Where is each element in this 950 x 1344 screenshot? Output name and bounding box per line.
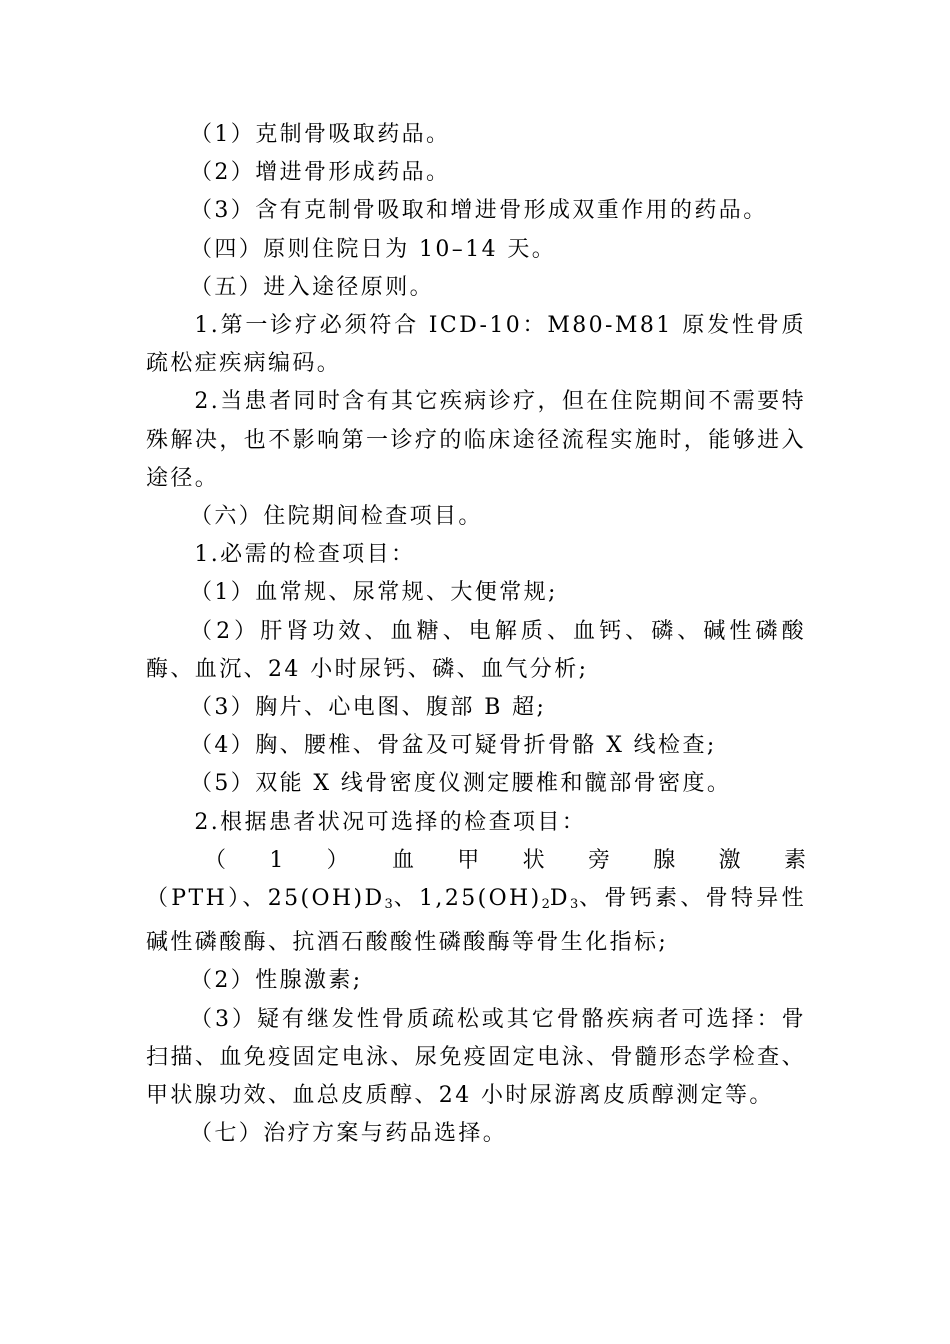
paragraph: （3）胸片、心电图、腹部 B 超; — [190, 695, 547, 721]
paragraph: 2.当患者同时含有其它疾病诊疗，但在住院期间不需要特殊解决，也不影响第一诊疗的临床途径流程实施时，能够进入途径。 — [146, 389, 806, 491]
spread-char: 1 — [269, 847, 284, 873]
pth-heading-spread — [146, 842, 806, 880]
spread-char: 状 — [522, 847, 545, 873]
pth-text: D — [549, 886, 570, 912]
spread-char: 旁 — [587, 847, 610, 873]
spread-char: 甲 — [457, 847, 480, 873]
paragraph: （3）疑有继发性骨质疏松或其它骨骼疾病者可选择：骨扫描、血免疫固定电泳、尿免疫固定电泳、骨髓形态学检查、甲状腺功效、血总皮质醇、24 小时尿游离皮质醇测定等。 — [146, 1006, 806, 1109]
spread-char: （ — [204, 847, 227, 873]
subscript: 2 — [541, 897, 550, 913]
spread-char: 激 — [718, 847, 741, 873]
paragraph: （五）进入途径原则。 — [190, 274, 435, 300]
subscript: 3 — [384, 897, 393, 913]
spread-char: 素 — [783, 847, 806, 873]
paragraph: （四）原则住院日为 10–14 天。 — [190, 236, 557, 262]
document-page — [146, 116, 806, 1153]
paragraph: （1）克制骨吸取药品。 — [190, 122, 451, 147]
paragraph: （2）增进骨形成药品。 — [190, 160, 451, 186]
paragraph: （1）血常规、尿常规、大便常规; — [190, 580, 558, 606]
pth-text: 、1,25(OH) — [392, 886, 542, 912]
paragraph: （2）性腺激素; — [190, 968, 363, 994]
paragraph: （七）治疗方案与药品选择。 — [190, 1121, 508, 1147]
paragraph: 1.第一诊疗必须符合 ICD-10：M80-M81 原发性骨质疏松症疾病编码。 — [146, 313, 806, 377]
paragraph: （4）胸、腰椎、骨盆及可疑骨折骨骼 X 线检查; — [190, 733, 717, 759]
paragraph: （2）肝肾功效、血糖、电解质、血钙、磷、碱性磷酸酶、血沉、24 小时尿钙、磷、血气分析; — [146, 618, 806, 682]
paragraph: （六）住院期间检查项目。 — [190, 504, 483, 530]
paragraph: 2.根据患者状况可选择的检查项目： — [194, 809, 587, 835]
subscript: 3 — [569, 897, 579, 913]
paragraph: （5）双能 X 线骨密度仪测定腰椎和髋部骨密度。 — [190, 771, 732, 797]
spread-char: ） — [326, 847, 349, 873]
pth-text: 、骨钙素、骨特异性碱性磷酸酶、抗酒石酸酸性磷酸酶等骨生化指标; — [146, 886, 806, 956]
paragraph: （3）含有克制骨吸取和增进骨形成双重作用的药品。 — [190, 198, 768, 224]
spread-char: 血 — [391, 847, 414, 873]
pth-text: （PTH）、25(OH)D — [146, 886, 385, 912]
spread-char: 腺 — [653, 847, 676, 873]
pth-paragraph — [146, 880, 806, 962]
paragraph: 1.必需的检查项目： — [194, 542, 416, 568]
